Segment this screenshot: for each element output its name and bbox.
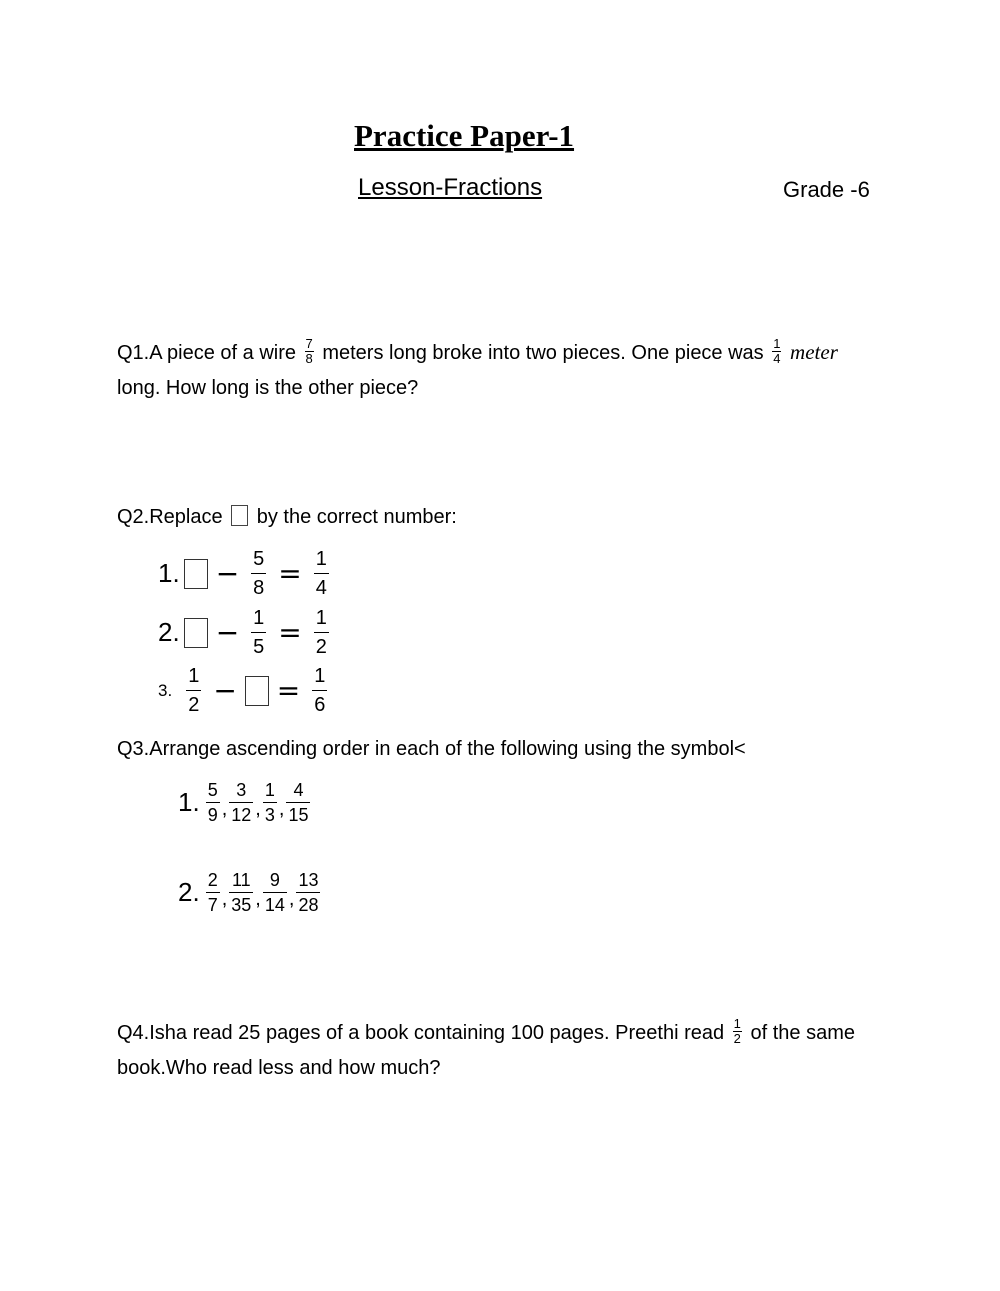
q4-line-2: book.Who read less and how much? <box>117 1057 441 1079</box>
q2-fraction: $\frac{1}{5}$ <box>251 604 266 661</box>
blank-box-icon <box>245 676 269 706</box>
equals-sign: = <box>278 616 302 649</box>
q3-set-2 <box>178 868 322 917</box>
q3-fraction: $\frac{3}{12}$ <box>231 780 252 825</box>
blank-box-icon <box>231 505 248 526</box>
q1-text-b: meters long broke into two pieces. One piece was <box>322 342 764 364</box>
q2-equation-3 <box>158 662 331 719</box>
q3-set-label: 1. <box>178 787 200 817</box>
q2-item-label: 3. <box>158 680 173 700</box>
blank-box-icon <box>184 618 208 648</box>
comma: , <box>288 888 295 910</box>
question-3: Q3.Arrange ascending order in each of the following using the symbol< <box>117 738 746 760</box>
q4-text-a: Q4.Isha read 25 pages of a book containing 100 pages. Preethi read <box>117 1021 725 1044</box>
comma: , <box>278 798 285 820</box>
question-2 <box>117 504 457 530</box>
minus-sign: − <box>215 616 240 649</box>
q2-text-b: by the correct number: <box>256 506 457 528</box>
q3-set-label: 2. <box>178 877 200 907</box>
q2-equation-1 <box>158 545 333 602</box>
q1-text-a: Q1.A piece of a wire <box>117 342 296 364</box>
q3-fraction: $\frac{2}{7}$ <box>207 870 218 915</box>
q3-set-1 <box>178 778 312 827</box>
question-1 <box>117 336 838 368</box>
q2-text-a: Q2.Replace <box>117 506 223 528</box>
q1-fraction-b: $\frac{1}{4}$ <box>773 336 781 367</box>
minus-sign: − <box>215 557 240 590</box>
q3-fraction: $\frac{13}{28}$ <box>298 870 319 915</box>
q2-fraction: $\frac{1}{2}$ <box>314 604 329 661</box>
q3-fraction: $\frac{1}{3}$ <box>264 780 275 825</box>
q4-fraction: $\frac{1}{2}$ <box>733 1016 741 1046</box>
q4-text-b: of the same <box>750 1021 855 1044</box>
q2-fraction: $\frac{1}{2}$ <box>186 662 201 719</box>
q2-item-label: 1. <box>158 558 180 588</box>
comma: , <box>255 888 261 910</box>
q3-fraction: $\frac{9}{14}$ <box>264 870 285 915</box>
q1-unit: meter <box>790 340 838 364</box>
comma: , <box>221 888 228 910</box>
page-title: Practice Paper-1 <box>354 118 575 153</box>
grade-label: Grade -6 <box>783 177 870 202</box>
question-4 <box>117 1016 855 1048</box>
equals-sign: = <box>278 557 302 590</box>
q1-line-2: long. How long is the other piece? <box>117 377 419 399</box>
q1-fraction-a: $\frac{7}{8}$ <box>305 336 313 367</box>
q2-item-label: 2. <box>158 617 180 647</box>
comma: , <box>255 798 261 820</box>
q2-equation-2 <box>158 604 333 661</box>
q3-fraction: $\frac{4}{15}$ <box>288 780 309 825</box>
lesson-title: Lesson-Fractions <box>358 174 543 201</box>
minus-sign: − <box>213 674 237 707</box>
q2-fraction: $\frac{1}{4}$ <box>314 545 329 602</box>
q3-fraction: $\frac{5}{9}$ <box>207 780 218 825</box>
equals-sign: = <box>276 674 301 707</box>
q3-fraction: $\frac{11}{35}$ <box>231 870 252 915</box>
comma: , <box>221 798 228 820</box>
q2-fraction: $\frac{1}{6}$ <box>312 662 327 719</box>
q2-fraction: $\frac{5}{8}$ <box>251 545 266 602</box>
blank-box-icon <box>184 559 208 589</box>
